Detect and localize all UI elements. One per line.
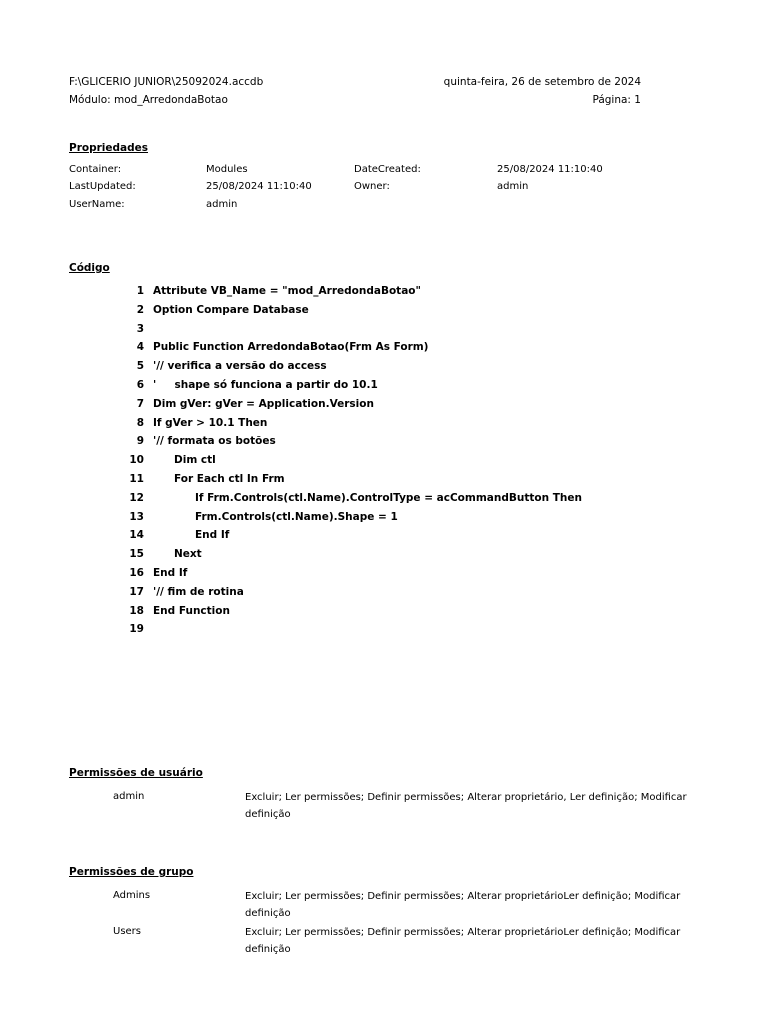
line-number: 17	[129, 585, 144, 598]
code-line	[0, 435, 768, 453]
line-number: 18	[129, 604, 144, 617]
report-date: quinta-feira, 26 de setembro de 2024	[443, 76, 641, 88]
code-text: End If	[153, 567, 188, 579]
code-line	[0, 529, 768, 547]
line-number: 8	[136, 416, 144, 429]
code-text: Public Function ArredondaBotao(Frm As Form)	[153, 341, 429, 354]
code-line	[0, 567, 768, 585]
file-path: F:\GLICERIO JUNIOR\25092024.accdb	[69, 76, 264, 88]
code-text: If Frm.Controls(ctl.Name).ControlType = acCommandButton Then	[195, 491, 582, 504]
lastupdated-value: 25/08/2024 11:10:40	[206, 181, 312, 192]
line-number: 19	[129, 623, 144, 636]
line-number: 1	[136, 285, 144, 297]
line-number: 15	[129, 548, 144, 561]
line-number: 11	[129, 473, 144, 485]
line-number: 14	[129, 529, 144, 542]
username-label: UserName:	[69, 199, 125, 210]
owner-label: Owner:	[354, 181, 390, 192]
line-number: 12	[129, 491, 144, 504]
code-line	[0, 473, 768, 491]
code-text: '// verifica a versão do access	[153, 360, 327, 373]
properties-heading: Propriedades	[69, 142, 148, 154]
group-permission-name: Users	[113, 926, 142, 937]
code-line	[0, 398, 768, 416]
code-line	[0, 605, 768, 623]
group-permission-list: Excluir; Ler permissões; Definir permissões; Alterar proprietárioLer definição; Modificar definição	[245, 927, 681, 955]
line-number: 9	[136, 435, 144, 448]
line-number: 5	[136, 360, 144, 373]
code-line	[0, 511, 768, 529]
code-text: For Each ctl In Frm	[174, 473, 285, 485]
line-number: 13	[129, 510, 144, 523]
owner-value: admin	[497, 181, 529, 192]
line-number: 16	[129, 567, 144, 579]
code-line	[0, 548, 768, 566]
line-number: 7	[136, 397, 144, 410]
code-text: '// formata os botões	[153, 435, 276, 448]
code-heading: Código	[69, 262, 110, 274]
code-text: Dim gVer: gVer = Application.Version	[153, 397, 374, 410]
code-line	[0, 417, 768, 435]
code-line	[0, 285, 768, 303]
line-number: 6	[136, 379, 144, 391]
group-permission-list: Excluir; Ler permissões; Definir permissões; Alterar proprietárioLer definição; Modificar definição	[245, 891, 681, 919]
user-permission-name: admin	[113, 791, 145, 802]
page-number: Página: 1	[592, 94, 641, 106]
container-label: Container:	[69, 164, 122, 175]
code-text: Frm.Controls(ctl.Name).Shape = 1	[195, 510, 398, 523]
code-text: Next	[174, 548, 202, 561]
code-line	[0, 454, 768, 472]
line-number: 2	[136, 303, 144, 316]
code-line	[0, 586, 768, 604]
code-line	[0, 304, 768, 322]
code-line	[0, 623, 768, 641]
line-number: 10	[129, 454, 144, 467]
lastupdated-label: LastUpdated:	[69, 181, 136, 192]
code-text: ' shape só funciona a partir do 10.1	[153, 379, 378, 391]
code-text: Dim ctl	[174, 454, 216, 467]
group-permission-name: Admins	[113, 890, 151, 901]
line-number: 4	[136, 341, 144, 354]
code-line	[0, 323, 768, 341]
code-line	[0, 379, 768, 397]
code-text: Option Compare Database	[153, 303, 309, 316]
line-number: 3	[136, 322, 144, 335]
code-line	[0, 492, 768, 510]
module-name: Módulo: mod_ArredondaBotao	[69, 94, 228, 106]
code-text: Attribute VB_Name = "mod_ArredondaBotao"	[153, 285, 421, 297]
code-text: End If	[195, 529, 230, 542]
code-text: End Function	[153, 604, 230, 617]
container-value: Modules	[206, 164, 248, 175]
code-text: '// fim de rotina	[153, 585, 244, 598]
code-line	[0, 341, 768, 359]
user-permissions-heading: Permissões de usuário	[69, 767, 203, 779]
datecreated-value: 25/08/2024 11:10:40	[497, 164, 603, 175]
code-listing	[0, 285, 768, 645]
username-value: admin	[206, 199, 238, 210]
group-permissions-heading: Permissões de grupo	[69, 866, 194, 878]
code-text: If gVer > 10.1 Then	[153, 416, 268, 429]
user-permission-list: Excluir; Ler permissões; Definir permissões; Alterar proprietário, Ler definição; Modificar definição	[245, 792, 687, 820]
datecreated-label: DateCreated:	[354, 164, 421, 175]
code-line	[0, 360, 768, 378]
